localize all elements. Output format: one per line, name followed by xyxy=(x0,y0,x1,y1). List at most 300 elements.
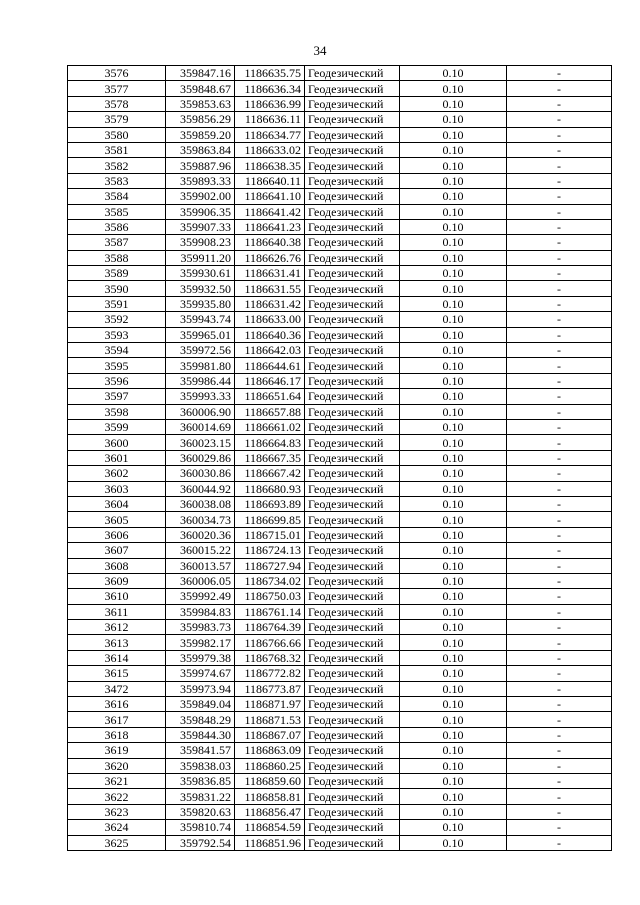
table-row xyxy=(68,266,612,281)
x-coordinate-cell: 359979.38 xyxy=(166,650,235,665)
point-number-cell: 3616 xyxy=(68,697,166,712)
accuracy-cell: 0.10 xyxy=(400,250,507,265)
table-row xyxy=(68,81,612,96)
point-number-cell: 3580 xyxy=(68,127,166,142)
method-cell: Геодезический xyxy=(305,450,400,465)
y-coordinate-cell: 1186646.17 xyxy=(235,373,305,388)
accuracy-cell: 0.10 xyxy=(400,142,507,157)
y-coordinate-cell: 1186631.42 xyxy=(235,296,305,311)
x-coordinate-cell: 360013.57 xyxy=(166,558,235,573)
y-coordinate-cell: 1186854.59 xyxy=(235,820,305,835)
x-coordinate-cell: 359906.35 xyxy=(166,204,235,219)
table-row xyxy=(68,712,612,727)
description-cell: - xyxy=(507,112,612,127)
method-cell: Геодезический xyxy=(305,281,400,296)
x-coordinate-cell: 360038.08 xyxy=(166,496,235,511)
table-row xyxy=(68,250,612,265)
method-cell: Геодезический xyxy=(305,804,400,819)
x-coordinate-cell: 359972.56 xyxy=(166,343,235,358)
accuracy-cell: 0.10 xyxy=(400,543,507,558)
x-coordinate-cell: 359982.17 xyxy=(166,635,235,650)
method-cell: Геодезический xyxy=(305,312,400,327)
method-cell: Геодезический xyxy=(305,327,400,342)
x-coordinate-cell: 359908.23 xyxy=(166,235,235,250)
description-cell: - xyxy=(507,466,612,481)
table-row xyxy=(68,204,612,219)
point-number-cell: 3585 xyxy=(68,204,166,219)
x-coordinate-cell: 359893.33 xyxy=(166,173,235,188)
accuracy-cell: 0.10 xyxy=(400,804,507,819)
table-row xyxy=(68,527,612,542)
method-cell: Геодезический xyxy=(305,773,400,788)
accuracy-cell: 0.10 xyxy=(400,358,507,373)
description-cell: - xyxy=(507,496,612,511)
method-cell: Геодезический xyxy=(305,589,400,604)
table-row xyxy=(68,373,612,388)
method-cell: Геодезический xyxy=(305,66,400,81)
y-coordinate-cell: 1186734.02 xyxy=(235,573,305,588)
table-row xyxy=(68,512,612,527)
x-coordinate-cell: 359856.29 xyxy=(166,112,235,127)
accuracy-cell: 0.10 xyxy=(400,558,507,573)
y-coordinate-cell: 1186631.55 xyxy=(235,281,305,296)
point-number-cell: 3591 xyxy=(68,296,166,311)
x-coordinate-cell: 359902.00 xyxy=(166,189,235,204)
x-coordinate-cell: 359836.85 xyxy=(166,773,235,788)
description-cell: - xyxy=(507,650,612,665)
y-coordinate-cell: 1186766.66 xyxy=(235,635,305,650)
x-coordinate-cell: 359965.01 xyxy=(166,327,235,342)
x-coordinate-cell: 359907.33 xyxy=(166,219,235,234)
x-coordinate-cell: 359992.49 xyxy=(166,589,235,604)
table-row xyxy=(68,435,612,450)
method-cell: Геодезический xyxy=(305,127,400,142)
table-row xyxy=(68,727,612,742)
x-coordinate-cell: 359859.20 xyxy=(166,127,235,142)
method-cell: Геодезический xyxy=(305,296,400,311)
method-cell: Геодезический xyxy=(305,681,400,696)
point-number-cell: 3602 xyxy=(68,466,166,481)
accuracy-cell: 0.10 xyxy=(400,204,507,219)
method-cell: Геодезический xyxy=(305,481,400,496)
accuracy-cell: 0.10 xyxy=(400,343,507,358)
x-coordinate-cell: 360014.69 xyxy=(166,419,235,434)
description-cell: - xyxy=(507,435,612,450)
table-row xyxy=(68,235,612,250)
table-row xyxy=(68,112,612,127)
description-cell: - xyxy=(507,712,612,727)
x-coordinate-cell: 359820.63 xyxy=(166,804,235,819)
description-cell: - xyxy=(507,358,612,373)
point-number-cell: 3625 xyxy=(68,835,166,850)
description-cell: - xyxy=(507,312,612,327)
point-number-cell: 3618 xyxy=(68,727,166,742)
point-number-cell: 3611 xyxy=(68,604,166,619)
x-coordinate-cell: 359847.16 xyxy=(166,66,235,81)
point-number-cell: 3589 xyxy=(68,266,166,281)
method-cell: Геодезический xyxy=(305,96,400,111)
point-number-cell: 3596 xyxy=(68,373,166,388)
point-number-cell: 3600 xyxy=(68,435,166,450)
table-row xyxy=(68,127,612,142)
method-cell: Геодезический xyxy=(305,789,400,804)
accuracy-cell: 0.10 xyxy=(400,466,507,481)
method-cell: Геодезический xyxy=(305,697,400,712)
y-coordinate-cell: 1186667.35 xyxy=(235,450,305,465)
table-row xyxy=(68,804,612,819)
method-cell: Геодезический xyxy=(305,173,400,188)
table-row xyxy=(68,189,612,204)
table-row xyxy=(68,466,612,481)
point-number-cell: 3587 xyxy=(68,235,166,250)
point-number-cell: 3581 xyxy=(68,142,166,157)
y-coordinate-cell: 1186640.11 xyxy=(235,173,305,188)
description-cell: - xyxy=(507,419,612,434)
accuracy-cell: 0.10 xyxy=(400,235,507,250)
table-row xyxy=(68,620,612,635)
description-cell: - xyxy=(507,635,612,650)
x-coordinate-cell: 359983.73 xyxy=(166,620,235,635)
method-cell: Геодезический xyxy=(305,373,400,388)
point-number-cell: 3624 xyxy=(68,820,166,835)
accuracy-cell: 0.10 xyxy=(400,681,507,696)
x-coordinate-cell: 359973.94 xyxy=(166,681,235,696)
table-row xyxy=(68,142,612,157)
y-coordinate-cell: 1186636.99 xyxy=(235,96,305,111)
x-coordinate-cell: 359932.50 xyxy=(166,281,235,296)
method-cell: Геодезический xyxy=(305,496,400,511)
accuracy-cell: 0.10 xyxy=(400,266,507,281)
table-row xyxy=(68,404,612,419)
description-cell: - xyxy=(507,142,612,157)
point-number-cell: 3614 xyxy=(68,650,166,665)
table-row xyxy=(68,697,612,712)
point-number-cell: 3577 xyxy=(68,81,166,96)
method-cell: Геодезический xyxy=(305,527,400,542)
method-cell: Геодезический xyxy=(305,343,400,358)
y-coordinate-cell: 1186626.76 xyxy=(235,250,305,265)
y-coordinate-cell: 1186860.25 xyxy=(235,758,305,773)
y-coordinate-cell: 1186640.38 xyxy=(235,235,305,250)
method-cell: Геодезический xyxy=(305,204,400,219)
accuracy-cell: 0.10 xyxy=(400,712,507,727)
table-row xyxy=(68,666,612,681)
accuracy-cell: 0.10 xyxy=(400,758,507,773)
accuracy-cell: 0.10 xyxy=(400,743,507,758)
method-cell: Геодезический xyxy=(305,358,400,373)
y-coordinate-cell: 1186871.97 xyxy=(235,697,305,712)
description-cell: - xyxy=(507,127,612,142)
accuracy-cell: 0.10 xyxy=(400,589,507,604)
point-number-cell: 3588 xyxy=(68,250,166,265)
description-cell: - xyxy=(507,573,612,588)
point-number-cell: 3622 xyxy=(68,789,166,804)
method-cell: Геодезический xyxy=(305,820,400,835)
x-coordinate-cell: 359943.74 xyxy=(166,312,235,327)
table-row xyxy=(68,66,612,81)
method-cell: Геодезический xyxy=(305,81,400,96)
x-coordinate-cell: 359981.80 xyxy=(166,358,235,373)
description-cell: - xyxy=(507,266,612,281)
accuracy-cell: 0.10 xyxy=(400,158,507,173)
description-cell: - xyxy=(507,66,612,81)
description-cell: - xyxy=(507,81,612,96)
y-coordinate-cell: 1186761.14 xyxy=(235,604,305,619)
y-coordinate-cell: 1186636.11 xyxy=(235,112,305,127)
table-row xyxy=(68,343,612,358)
method-cell: Геодезический xyxy=(305,558,400,573)
y-coordinate-cell: 1186642.03 xyxy=(235,343,305,358)
method-cell: Геодезический xyxy=(305,543,400,558)
method-cell: Геодезический xyxy=(305,666,400,681)
x-coordinate-cell: 359986.44 xyxy=(166,373,235,388)
y-coordinate-cell: 1186644.61 xyxy=(235,358,305,373)
x-coordinate-cell: 359848.67 xyxy=(166,81,235,96)
page-number: 34 xyxy=(313,43,327,58)
method-cell: Геодезический xyxy=(305,435,400,450)
accuracy-cell: 0.10 xyxy=(400,435,507,450)
description-cell: - xyxy=(507,758,612,773)
description-cell: - xyxy=(507,296,612,311)
accuracy-cell: 0.10 xyxy=(400,635,507,650)
accuracy-cell: 0.10 xyxy=(400,512,507,527)
method-cell: Геодезический xyxy=(305,266,400,281)
y-coordinate-cell: 1186856.47 xyxy=(235,804,305,819)
accuracy-cell: 0.10 xyxy=(400,173,507,188)
method-cell: Геодезический xyxy=(305,466,400,481)
accuracy-cell: 0.10 xyxy=(400,527,507,542)
point-number-cell: 3619 xyxy=(68,743,166,758)
description-cell: - xyxy=(507,450,612,465)
coordinates-table xyxy=(67,65,612,851)
accuracy-cell: 0.10 xyxy=(400,389,507,404)
method-cell: Геодезический xyxy=(305,604,400,619)
x-coordinate-cell: 359974.67 xyxy=(166,666,235,681)
description-cell: - xyxy=(507,512,612,527)
accuracy-cell: 0.10 xyxy=(400,697,507,712)
description-cell: - xyxy=(507,250,612,265)
y-coordinate-cell: 1186657.88 xyxy=(235,404,305,419)
point-number-cell: 3608 xyxy=(68,558,166,573)
method-cell: Геодезический xyxy=(305,835,400,850)
accuracy-cell: 0.10 xyxy=(400,789,507,804)
description-cell: - xyxy=(507,727,612,742)
y-coordinate-cell: 1186641.42 xyxy=(235,204,305,219)
table-row xyxy=(68,604,612,619)
description-cell: - xyxy=(507,389,612,404)
point-number-cell: 3607 xyxy=(68,543,166,558)
table-row xyxy=(68,158,612,173)
point-number-cell: 3623 xyxy=(68,804,166,819)
description-cell: - xyxy=(507,835,612,850)
description-cell: - xyxy=(507,173,612,188)
accuracy-cell: 0.10 xyxy=(400,219,507,234)
description-cell: - xyxy=(507,281,612,296)
point-number-cell: 3590 xyxy=(68,281,166,296)
description-cell: - xyxy=(507,820,612,835)
y-coordinate-cell: 1186667.42 xyxy=(235,466,305,481)
x-coordinate-cell: 359810.74 xyxy=(166,820,235,835)
point-number-cell: 3613 xyxy=(68,635,166,650)
table-row xyxy=(68,389,612,404)
table-row xyxy=(68,419,612,434)
x-coordinate-cell: 360006.90 xyxy=(166,404,235,419)
y-coordinate-cell: 1186859.60 xyxy=(235,773,305,788)
y-coordinate-cell: 1186636.34 xyxy=(235,81,305,96)
y-coordinate-cell: 1186638.35 xyxy=(235,158,305,173)
point-number-cell: 3583 xyxy=(68,173,166,188)
table-row xyxy=(68,758,612,773)
y-coordinate-cell: 1186641.10 xyxy=(235,189,305,204)
y-coordinate-cell: 1186640.36 xyxy=(235,327,305,342)
table-row xyxy=(68,481,612,496)
method-cell: Геодезический xyxy=(305,650,400,665)
point-number-cell: 3578 xyxy=(68,96,166,111)
y-coordinate-cell: 1186635.75 xyxy=(235,66,305,81)
table-row xyxy=(68,296,612,311)
accuracy-cell: 0.10 xyxy=(400,496,507,511)
y-coordinate-cell: 1186724.13 xyxy=(235,543,305,558)
point-number-cell: 3609 xyxy=(68,573,166,588)
method-cell: Геодезический xyxy=(305,635,400,650)
method-cell: Геодезический xyxy=(305,112,400,127)
accuracy-cell: 0.10 xyxy=(400,450,507,465)
description-cell: - xyxy=(507,189,612,204)
y-coordinate-cell: 1186699.85 xyxy=(235,512,305,527)
y-coordinate-cell: 1186633.00 xyxy=(235,312,305,327)
table-row xyxy=(68,558,612,573)
x-coordinate-cell: 360015.22 xyxy=(166,543,235,558)
description-cell: - xyxy=(507,681,612,696)
x-coordinate-cell: 360029.86 xyxy=(166,450,235,465)
x-coordinate-cell: 359848.29 xyxy=(166,712,235,727)
method-cell: Геодезический xyxy=(305,142,400,157)
table-row xyxy=(68,773,612,788)
x-coordinate-cell: 360006.05 xyxy=(166,573,235,588)
description-cell: - xyxy=(507,543,612,558)
y-coordinate-cell: 1186651.64 xyxy=(235,389,305,404)
table-row xyxy=(68,219,612,234)
table-row xyxy=(68,496,612,511)
table-row xyxy=(68,358,612,373)
x-coordinate-cell: 359911.20 xyxy=(166,250,235,265)
method-cell: Геодезический xyxy=(305,250,400,265)
point-number-cell: 3472 xyxy=(68,681,166,696)
method-cell: Геодезический xyxy=(305,743,400,758)
y-coordinate-cell: 1186664.83 xyxy=(235,435,305,450)
y-coordinate-cell: 1186863.09 xyxy=(235,743,305,758)
description-cell: - xyxy=(507,558,612,573)
y-coordinate-cell: 1186867.07 xyxy=(235,727,305,742)
point-number-cell: 3579 xyxy=(68,112,166,127)
y-coordinate-cell: 1186772.82 xyxy=(235,666,305,681)
point-number-cell: 3576 xyxy=(68,66,166,81)
description-cell: - xyxy=(507,481,612,496)
point-number-cell: 3620 xyxy=(68,758,166,773)
description-cell: - xyxy=(507,773,612,788)
y-coordinate-cell: 1186641.23 xyxy=(235,219,305,234)
point-number-cell: 3586 xyxy=(68,219,166,234)
point-number-cell: 3599 xyxy=(68,419,166,434)
point-number-cell: 3606 xyxy=(68,527,166,542)
point-number-cell: 3582 xyxy=(68,158,166,173)
method-cell: Геодезический xyxy=(305,758,400,773)
x-coordinate-cell: 359841.57 xyxy=(166,743,235,758)
y-coordinate-cell: 1186661.02 xyxy=(235,419,305,434)
point-number-cell: 3601 xyxy=(68,450,166,465)
table-row xyxy=(68,312,612,327)
accuracy-cell: 0.10 xyxy=(400,281,507,296)
description-cell: - xyxy=(507,697,612,712)
description-cell: - xyxy=(507,589,612,604)
method-cell: Геодезический xyxy=(305,712,400,727)
table-row xyxy=(68,543,612,558)
y-coordinate-cell: 1186851.96 xyxy=(235,835,305,850)
x-coordinate-cell: 359844.30 xyxy=(166,727,235,742)
table-row xyxy=(68,173,612,188)
description-cell: - xyxy=(507,373,612,388)
accuracy-cell: 0.10 xyxy=(400,127,507,142)
description-cell: - xyxy=(507,620,612,635)
accuracy-cell: 0.10 xyxy=(400,189,507,204)
y-coordinate-cell: 1186750.03 xyxy=(235,589,305,604)
x-coordinate-cell: 359792.54 xyxy=(166,835,235,850)
accuracy-cell: 0.10 xyxy=(400,327,507,342)
point-number-cell: 3598 xyxy=(68,404,166,419)
accuracy-cell: 0.10 xyxy=(400,620,507,635)
point-number-cell: 3610 xyxy=(68,589,166,604)
description-cell: - xyxy=(507,743,612,758)
point-number-cell: 3612 xyxy=(68,620,166,635)
y-coordinate-cell: 1186693.89 xyxy=(235,496,305,511)
accuracy-cell: 0.10 xyxy=(400,404,507,419)
method-cell: Геодезический xyxy=(305,404,400,419)
table-row xyxy=(68,635,612,650)
accuracy-cell: 0.10 xyxy=(400,573,507,588)
y-coordinate-cell: 1186768.32 xyxy=(235,650,305,665)
x-coordinate-cell: 360034.73 xyxy=(166,512,235,527)
x-coordinate-cell: 359887.96 xyxy=(166,158,235,173)
point-number-cell: 3593 xyxy=(68,327,166,342)
point-number-cell: 3617 xyxy=(68,712,166,727)
y-coordinate-cell: 1186680.93 xyxy=(235,481,305,496)
description-cell: - xyxy=(507,235,612,250)
table-row xyxy=(68,820,612,835)
method-cell: Геодезический xyxy=(305,727,400,742)
x-coordinate-cell: 359853.63 xyxy=(166,96,235,111)
table-row xyxy=(68,789,612,804)
description-cell: - xyxy=(507,219,612,234)
method-cell: Геодезический xyxy=(305,158,400,173)
y-coordinate-cell: 1186764.39 xyxy=(235,620,305,635)
method-cell: Геодезический xyxy=(305,235,400,250)
x-coordinate-cell: 359984.83 xyxy=(166,604,235,619)
table-row xyxy=(68,589,612,604)
point-number-cell: 3594 xyxy=(68,343,166,358)
description-cell: - xyxy=(507,666,612,681)
accuracy-cell: 0.10 xyxy=(400,835,507,850)
description-cell: - xyxy=(507,343,612,358)
table-row xyxy=(68,96,612,111)
x-coordinate-cell: 359863.84 xyxy=(166,142,235,157)
method-cell: Геодезический xyxy=(305,219,400,234)
y-coordinate-cell: 1186715.01 xyxy=(235,527,305,542)
x-coordinate-cell: 359993.33 xyxy=(166,389,235,404)
coordinates-table-body xyxy=(68,66,612,851)
accuracy-cell: 0.10 xyxy=(400,820,507,835)
description-cell: - xyxy=(507,327,612,342)
accuracy-cell: 0.10 xyxy=(400,112,507,127)
